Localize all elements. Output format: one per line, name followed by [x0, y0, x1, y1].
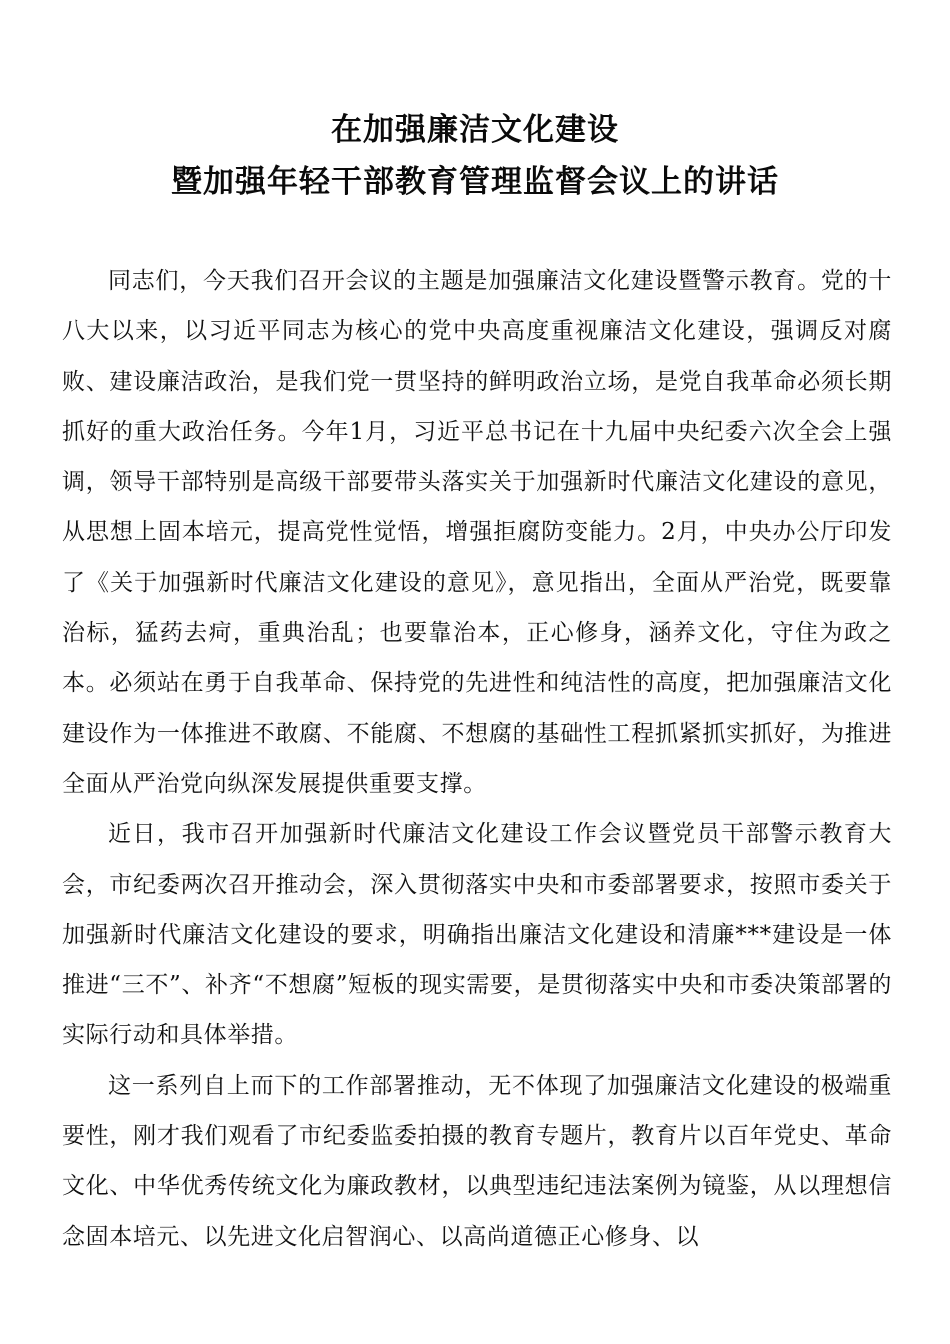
- title-line-1: 在加强廉洁文化建设: [331, 112, 619, 148]
- document-title: [0, 104, 950, 208]
- paragraph-1: 同志们，今天我们召开会议的主题是加强廉洁文化建设暨警示教育。党的十八大以来，以习近平同志为核心的党中央高度重视廉洁文化建设，强调反对腐败、建设廉洁政治，是我们党一贯坚持的鲜明政治立场，是党自我革命必须长期抓好的重大政治任务。今年1月，习近平总书记在十九届中央纪委六次全会上强调，领导干部特别是高级干部要带头落实关于加强新时代廉洁文化建设的意见，从思想上固本培元，提高党性觉悟，增强拒腐防变能力。2月，中央办公厅印发了《关于加强新时代廉洁文化建设的意见》，意见指出，全面从严治党，既要靠治标，猛药去疴，重典治乱；也要靠治本，正心修身，涵养文化，守住为政之本。必须站在勇于自我革命、保持党的先进性和纯洁性的高度，把加强廉洁文化建设作为一体推进不敢腐、不能腐、不想腐的基础性工程抓紧抓实抓好，为推进全面从严治党向纵深发展提供重要支撑。: [62, 268, 892, 797]
- document-body: [62, 256, 892, 1262]
- title-line-2: 暨加强年轻干部教育管理监督会议上的讲话: [171, 164, 779, 200]
- paragraph-3: 这一系列自上而下的工作部署推动，无不体现了加强廉洁文化建设的极端重要性，刚才我们观看了市纪委监委拍摄的教育专题片，教育片以百年党史、革命文化、中华优秀传统文化为廉政教材，以典型违纪违法案例为镜鉴，从以理想信念固本培元、以先进文化启智润心、以高尚道德正心修身、以: [62, 1072, 892, 1250]
- paragraph-2: 近日，我市召开加强新时代廉洁文化建设工作会议暨党员干部警示教育大会，市纪委两次召开推动会，深入贯彻落实中央和市委部署要求，按照市委关于加强新时代廉洁文化建设的要求，明确指出廉洁文化建设和清廉***建设是一体推进“三不”、补齐“不想腐”短板的现实需要，是贯彻落实中央和市委决策部署的实际行动和具体举措。: [62, 821, 892, 1049]
